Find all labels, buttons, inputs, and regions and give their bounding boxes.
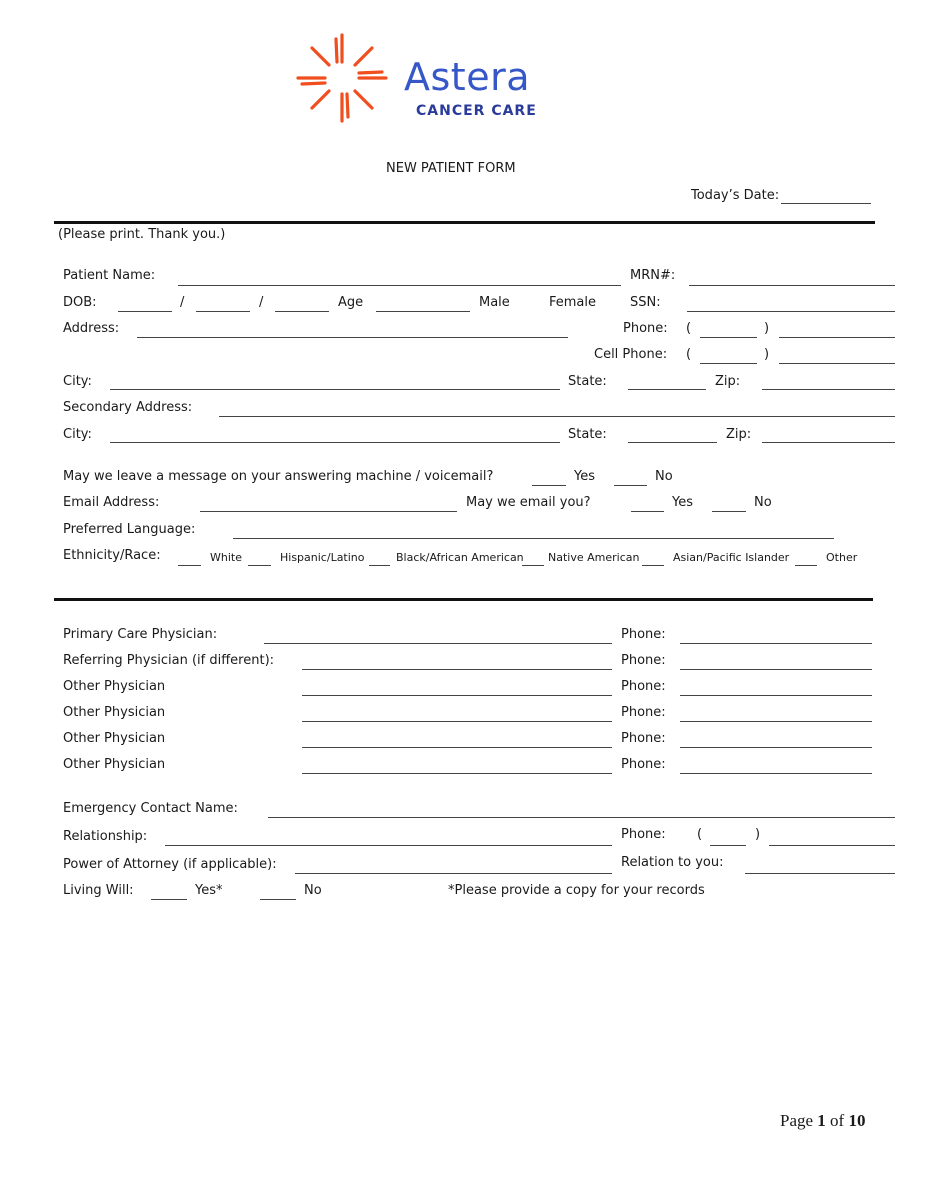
living-will-note: *Please provide a copy for your records: [448, 883, 705, 898]
ethnicity-native-field[interactable]: [522, 565, 544, 566]
ethnicity-other-field[interactable]: [795, 565, 817, 566]
referring-physician-field[interactable]: [302, 669, 612, 670]
email-question: May we email you?: [466, 495, 591, 510]
ethnicity-white-field[interactable]: [178, 565, 201, 566]
email-field[interactable]: [200, 511, 457, 512]
other-physician-field[interactable]: [302, 747, 612, 748]
emergency-paren-close: ): [755, 827, 761, 842]
mrn-field[interactable]: [689, 285, 895, 286]
address-label: Address:: [63, 321, 120, 336]
email-yes-field[interactable]: [631, 511, 664, 512]
secondary-address-field[interactable]: [219, 416, 895, 417]
living-will-label: Living Will:: [63, 883, 134, 898]
voicemail-no-label: No: [655, 469, 673, 484]
relationship-field[interactable]: [165, 845, 612, 846]
other-physician-field[interactable]: [302, 695, 612, 696]
city2-field[interactable]: [110, 442, 560, 443]
cell-phone-label: Cell Phone:: [594, 347, 668, 362]
patient-name-field[interactable]: [178, 285, 621, 286]
email-yes-label: Yes: [672, 495, 693, 510]
zip2-field[interactable]: [762, 442, 895, 443]
ethnicity-hispanic-field[interactable]: [248, 565, 271, 566]
zip-field[interactable]: [762, 389, 895, 390]
living-will-no-label: No: [304, 883, 322, 898]
relation-to-you-label: Relation to you:: [621, 855, 724, 870]
male-option[interactable]: Male: [479, 295, 510, 310]
zip2-label: Zip:: [726, 427, 752, 442]
address-field[interactable]: [137, 337, 568, 338]
other-phone-label: Phone:: [621, 679, 666, 694]
dob-slash: /: [180, 295, 185, 310]
poa-field[interactable]: [295, 873, 612, 874]
page-of-word: of: [830, 1111, 845, 1130]
state-label: State:: [568, 374, 607, 389]
dob-label: DOB:: [63, 295, 97, 310]
emergency-contact-label: Emergency Contact Name:: [63, 801, 238, 816]
voicemail-yes-field[interactable]: [532, 485, 566, 486]
living-will-yes-label: Yes*: [195, 883, 223, 898]
emergency-phone-label: Phone:: [621, 827, 666, 842]
other-phone-label: Phone:: [621, 705, 666, 720]
ethnicity-option-black: Black/African American: [396, 551, 524, 564]
city2-label: City:: [63, 427, 92, 442]
voicemail-yes-label: Yes: [574, 469, 595, 484]
living-will-no-field[interactable]: [260, 899, 296, 900]
relationship-label: Relationship:: [63, 829, 148, 844]
emergency-contact-field[interactable]: [268, 817, 895, 818]
ethnicity-label: Ethnicity/Race:: [63, 548, 161, 563]
state-field[interactable]: [628, 389, 706, 390]
patient-name-label: Patient Name:: [63, 268, 156, 283]
relation-to-you-field[interactable]: [745, 873, 895, 874]
living-will-yes-field[interactable]: [151, 899, 187, 900]
cell-number-field[interactable]: [779, 363, 895, 364]
ethnicity-option-hispanic: Hispanic/Latino: [280, 551, 365, 564]
middle-divider: [54, 598, 873, 601]
referring-physician-label: Referring Physician (if different):: [63, 653, 275, 668]
email-label: Email Address:: [63, 495, 160, 510]
ethnicity-option-other: Other: [826, 551, 858, 564]
primary-physician-field[interactable]: [264, 643, 612, 644]
primary-phone-label: Phone:: [621, 627, 666, 642]
instruction-text: (Please print. Thank you.): [58, 227, 226, 242]
ssn-label: SSN:: [630, 295, 661, 310]
other-phone-field[interactable]: [680, 747, 872, 748]
other-phone-field[interactable]: [680, 721, 872, 722]
ethnicity-asian-field[interactable]: [642, 565, 664, 566]
age-field[interactable]: [376, 311, 470, 312]
referring-phone-label: Phone:: [621, 653, 666, 668]
dob-slash: /: [259, 295, 264, 310]
cell-area-code-field[interactable]: [700, 363, 757, 364]
preferred-language-field[interactable]: [233, 538, 834, 539]
dob-day-field[interactable]: [196, 311, 250, 312]
ethnicity-black-field[interactable]: [369, 565, 390, 566]
ethnicity-option-asian: Asian/Pacific Islander: [673, 551, 790, 564]
referring-phone-field[interactable]: [680, 669, 872, 670]
phone-paren-open: (: [686, 321, 692, 336]
preferred-language-label: Preferred Language:: [63, 522, 196, 537]
other-phone-field[interactable]: [680, 773, 872, 774]
other-physician-field[interactable]: [302, 721, 612, 722]
phone-label: Phone:: [623, 321, 668, 336]
cell-paren-open: (: [686, 347, 692, 362]
emergency-area-code-field[interactable]: [710, 845, 746, 846]
zip-label: Zip:: [715, 374, 741, 389]
city-field[interactable]: [110, 389, 560, 390]
other-physician-label: Other Physician: [63, 705, 166, 720]
phone-area-code-field[interactable]: [700, 337, 757, 338]
poa-label: Power of Attorney (if applicable):: [63, 857, 277, 872]
emergency-phone-field[interactable]: [769, 845, 895, 846]
city-label: City:: [63, 374, 92, 389]
age-label: Age: [338, 295, 364, 310]
emergency-paren-open: (: [697, 827, 703, 842]
email-no-field[interactable]: [712, 511, 746, 512]
other-phone-label: Phone:: [621, 757, 666, 772]
logo-mark-icon: [296, 33, 388, 123]
page-current: 1: [817, 1111, 826, 1130]
other-physician-field[interactable]: [302, 773, 612, 774]
mrn-label: MRN#:: [630, 268, 676, 283]
top-divider: [54, 221, 875, 224]
ethnicity-option-white: White: [210, 551, 242, 564]
dob-year-field[interactable]: [275, 311, 329, 312]
logo-name: Astera: [404, 55, 530, 99]
todays-date-field[interactable]: [781, 203, 871, 204]
female-option[interactable]: Female: [549, 295, 597, 310]
form-title: NEW PATIENT FORM: [386, 161, 516, 176]
page-word: Page: [780, 1111, 814, 1130]
other-physician-label: Other Physician: [63, 679, 166, 694]
secondary-address-label: Secondary Address:: [63, 400, 193, 415]
ethnicity-option-native: Native American: [548, 551, 640, 564]
cell-paren-close: ): [764, 347, 770, 362]
email-no-label: No: [754, 495, 772, 510]
state2-field[interactable]: [628, 442, 717, 443]
other-phone-field[interactable]: [680, 695, 872, 696]
page-number: [780, 1111, 865, 1131]
phone-paren-close: ): [764, 321, 770, 336]
todays-date-label: Today’s Date:: [691, 188, 780, 203]
page-total: 10: [848, 1111, 866, 1130]
primary-physician-label: Primary Care Physician:: [63, 627, 218, 642]
other-physician-label: Other Physician: [63, 731, 166, 746]
state2-label: State:: [568, 427, 607, 442]
primary-phone-field[interactable]: [680, 643, 872, 644]
voicemail-question: May we leave a message on your answering machine / voicemail?: [63, 469, 494, 484]
phone-number-field[interactable]: [779, 337, 895, 338]
logo-subtitle: CANCER CARE: [416, 103, 537, 119]
voicemail-no-field[interactable]: [614, 485, 647, 486]
ssn-field[interactable]: [687, 311, 895, 312]
dob-month-field[interactable]: [118, 311, 172, 312]
other-physician-label: Other Physician: [63, 757, 166, 772]
other-phone-label: Phone:: [621, 731, 666, 746]
